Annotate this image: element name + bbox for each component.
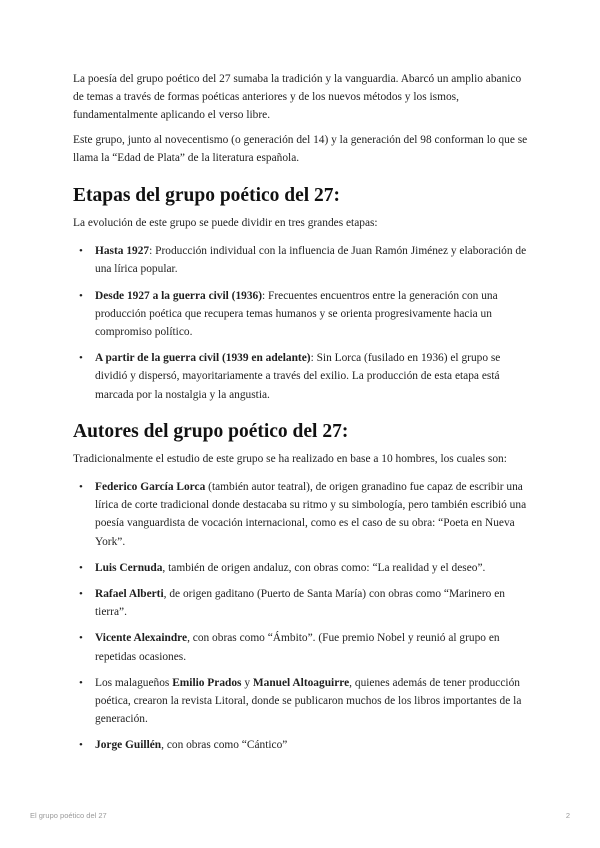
list-item (73, 559, 533, 577)
list-item (73, 585, 533, 621)
author-name: Vicente Alexaindre (95, 632, 188, 645)
list-item (73, 242, 533, 278)
author-name: Emilio Prados (172, 676, 242, 689)
etapa-text: : Frecuentes encuentros entre la generación con una producción poética que recupera temas humanos y se orienta progresivamente hacia un compromiso político. (95, 289, 498, 339)
page-number: 2 (565, 811, 570, 820)
bullet-icon: • (79, 676, 83, 689)
etapas-list (73, 242, 533, 404)
list-item (73, 287, 533, 342)
author-name-2: Manuel Altoaguirre (252, 676, 350, 689)
page-footer (30, 811, 570, 820)
etapas-heading: Etapas del grupo poético del 27: (73, 185, 341, 207)
author-text: , con obras como “Ámbito”. (Fue premio Nobel y reunió al grupo en repetidas ocasiones. (95, 632, 500, 663)
author-mid: y (241, 676, 253, 689)
list-item (73, 349, 533, 404)
autores-list (73, 478, 533, 755)
author-name: Federico García Lorca (95, 481, 206, 494)
bullet-icon: • (79, 481, 83, 494)
author-text: , de origen gaditano (Puerto de Santa María) con obras como “Marinero en tierra”. (95, 588, 505, 619)
list-item (73, 478, 533, 551)
intro-paragraph-2: Este grupo, junto al novecentismo (o generación del 14) y la generación del 98 conforman lo que se llama la “Edad de Plata” de la literatura española. (73, 133, 528, 164)
bullet-icon: • (79, 289, 83, 302)
page-content (73, 70, 533, 763)
author-name: Rafael Alberti (95, 588, 164, 601)
autores-heading: Autores del grupo poético del 27: (73, 420, 349, 442)
bullet-icon: • (79, 739, 83, 752)
bullet-icon: • (79, 561, 83, 574)
list-item (73, 629, 533, 665)
author-text: , quienes además de tener producción poética, crearon la revista Litoral, donde se publicaron muchos de los libros importantes de la generación. (95, 676, 522, 726)
etapa-title: Hasta 1927 (95, 245, 150, 258)
intro-paragraph-1: La poesía del grupo poético del 27 sumaba la tradición y la vanguardia. Abarcó un amplio abanico de temas a través de formas poéticas anteriores y de los nuevos métodos y los ismos, fundamentalmente aplicando el verso libre. (73, 73, 522, 122)
bullet-icon: • (79, 588, 83, 601)
autores-intro: Tradicionalmente el estudio de este grupo se ha realizado en base a 10 hombres, los cuales son: (73, 452, 507, 465)
author-text: , con obras como “Cántico” (161, 739, 288, 752)
bullet-icon: • (79, 352, 83, 365)
bullet-icon: • (79, 245, 83, 258)
footer-title: El grupo poético del 27 (30, 811, 107, 820)
author-name: Jorge Guillén (95, 739, 162, 752)
etapa-title: A partir de la guerra civil (1939 en adelante) (95, 352, 311, 365)
author-text: , también de origen andaluz, con obras como: “La realidad y el deseo”. (162, 561, 486, 574)
etapa-text: : Sin Lorca (fusilado en 1936) el grupo se dividió y dispersó, mayoritariamente a través del exilio. La producción de esta etapa está marcada por la nostalgia y la angustia. (95, 352, 501, 401)
list-item (73, 674, 533, 729)
etapa-title: Desde 1927 a la guerra civil (1936) (95, 289, 263, 302)
etapas-intro: La evolución de este grupo se puede dividir en tres grandes etapas: (73, 217, 378, 230)
bullet-icon: • (79, 632, 83, 645)
author-name: Luis Cernuda (95, 561, 163, 574)
list-item (73, 736, 533, 754)
etapa-text: : Producción individual con la influencia de Juan Ramón Jiménez y elaboración de una lírica popular. (95, 245, 527, 276)
author-text: (también autor teatral), de origen granadino fue capaz de escribir una lírica de corte tradicional donde destacaba su ritmo y su simbología, pero también escribió una poesía vanguardista de vocación internacional, como es el caso de su obra: “Poeta en Nueva York”. (95, 481, 527, 548)
author-pre: Los malagueños (95, 676, 173, 689)
